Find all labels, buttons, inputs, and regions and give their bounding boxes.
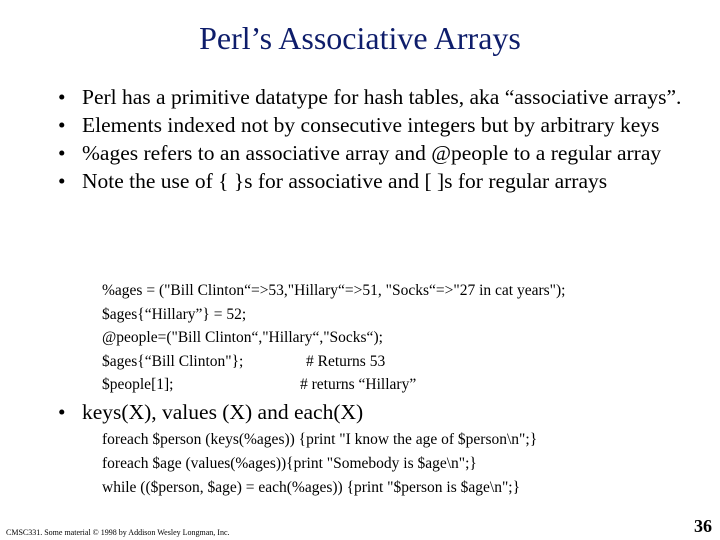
- code-line: foreach $person (keys(%ages)) {print "I know the age of $person\n";}: [102, 431, 538, 448]
- bullet-text: Perl has a primitive datatype for hash tables, aka “associative arrays”.: [82, 85, 682, 109]
- bullet-text: Elements indexed not by consecutive integers but by arbitrary keys: [82, 113, 660, 137]
- bullet-marker: •: [58, 141, 66, 165]
- page-title: Perl’s Associative Arrays: [199, 20, 521, 56]
- bullet-item: [58, 140, 708, 166]
- bullet-marker: •: [58, 169, 66, 193]
- code-line: foreach $age (values(%ages)){print "Somebody is $age\n";}: [102, 455, 477, 472]
- code-text: %ages = ("Bill Clinton“=>53,"Hillary“=>51, "Socks“=>"27 in cat years");: [102, 282, 566, 299]
- bullet-list: [58, 84, 708, 196]
- code-text: $ages{“Bill Clinton"};: [102, 352, 244, 370]
- bullet-item: [58, 84, 708, 110]
- code-text: $people[1];: [102, 376, 174, 393]
- code-line: [102, 373, 565, 397]
- bullet-text: %ages refers to an associative array and @people to a regular array: [82, 141, 662, 165]
- bullet-item: [58, 168, 708, 194]
- code-comment: # Returns 53: [306, 352, 386, 370]
- code-line: while (($person, $age) = each(%ages)) {print "$person is $age\n";}: [102, 479, 521, 496]
- code-comment: # returns “Hillary”: [300, 376, 417, 393]
- bullet-marker: •: [58, 113, 66, 137]
- page-number: 36: [694, 516, 712, 536]
- bullet-text: Note the use of { }s for associative and [ ]s for regular arrays: [82, 169, 608, 193]
- code-line: [102, 350, 565, 374]
- bullet-item-keys-values-each: [58, 399, 720, 425]
- code-block-hash-examples: [102, 279, 565, 397]
- bullet-marker: •: [58, 85, 66, 109]
- code-line: [102, 326, 565, 350]
- code-line: [102, 279, 565, 303]
- footer-copyright: CMSC331. Some material © 1998 by Addison Wesley Longman, Inc.: [6, 528, 230, 537]
- bullet-text: keys(X), values (X) and each(X): [82, 400, 364, 424]
- code-block-iteration-examples: [102, 428, 537, 500]
- code-line: [102, 303, 565, 327]
- bullet-marker: •: [58, 400, 66, 424]
- code-text: $ages{“Hillary”} = 52;: [102, 305, 247, 323]
- bullet-item: [58, 112, 708, 138]
- code-text: @people=("Bill Clinton“,"Hillary“,"Socks“);: [102, 329, 383, 346]
